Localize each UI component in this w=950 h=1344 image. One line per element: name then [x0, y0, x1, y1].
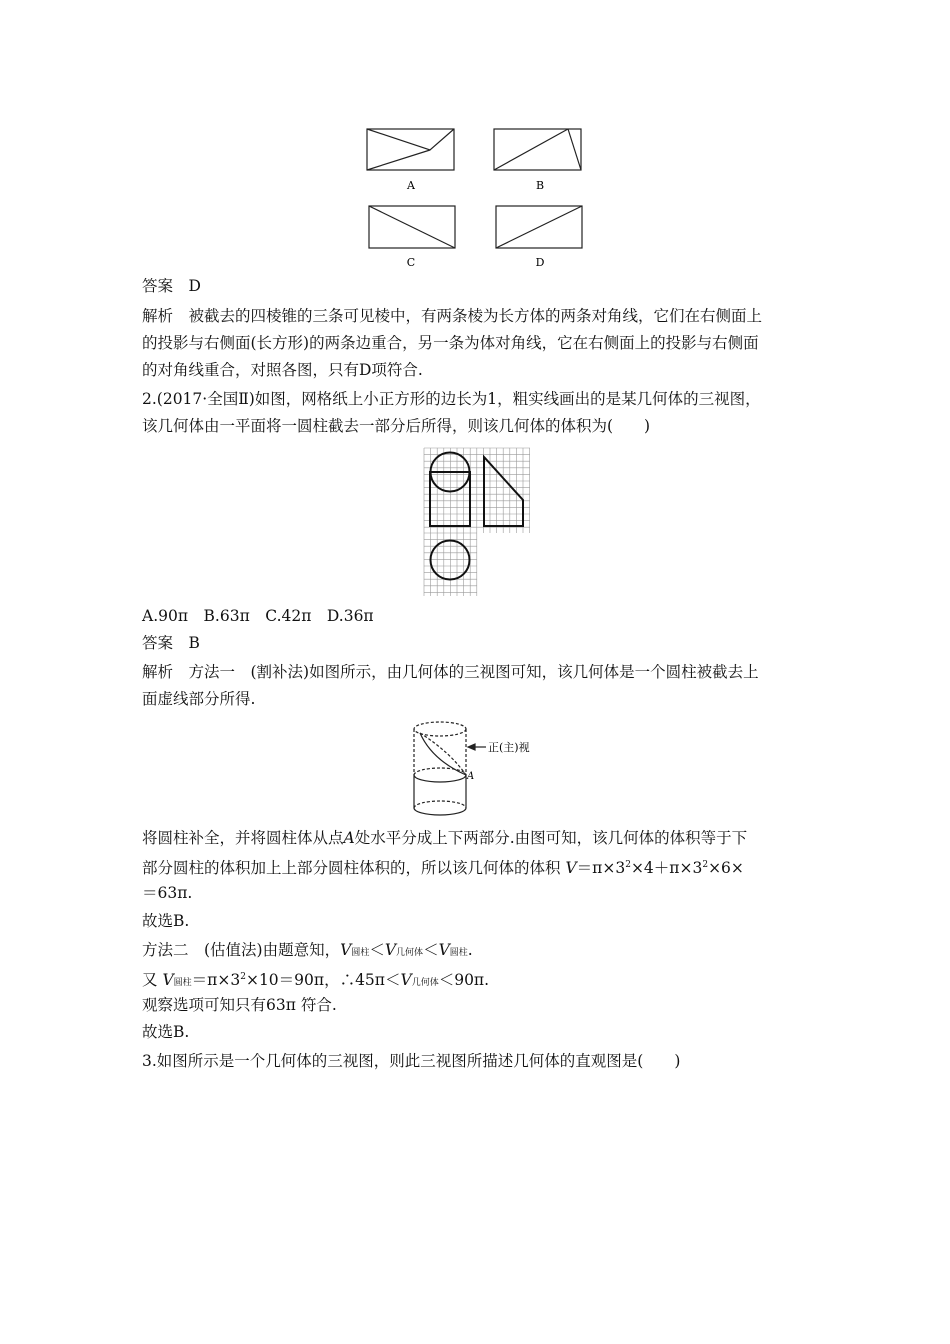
q2-method2-line-2: 又 V圆柱$=\pi\times 3^2\times 10=90\pi$，∴45π＜V几何体＜90π.: [142, 971, 490, 989]
q2-method2-line-1: 方法二 (估值法)由题意知，V圆柱＜V几何体＜V圆柱.: [142, 941, 473, 959]
q2-conclusion-1: 故选B.: [142, 912, 190, 930]
q2-stem-line-2: 该几何体由一平面将一圆柱截去一部分后所得，则该几何体的体积为( ): [142, 417, 651, 435]
q2-options: A.90π B.63π C.42π D.36π: [142, 607, 374, 625]
q1-analysis-line-2: 的投影与右侧面(长方形)的两条边重合，另一条为体对角线，它在右侧面上的投影与右侧面: [142, 334, 759, 352]
point-a-label: A: [467, 771, 475, 782]
option-b-label: B: [535, 179, 545, 192]
q2-answer: 答案 B: [142, 634, 200, 652]
front-view-label: 正(主)视: [488, 741, 530, 754]
q2-analysis2-line-2: 部分圆柱的体积加上上部分圆柱体积的，所以该几何体的体积 $V=\pi\times 3^2\times 4+\pi\times 3^2\times 6\times$: [142, 859, 744, 877]
q2-analysis-line-1: 解析 方法一 (割补法)如图所示，由几何体的三视图可知，该几何体是一个圆柱被截去上: [142, 663, 759, 681]
q2-analysis-line-2: 面虚线部分所得.: [142, 690, 256, 708]
q2-analysis2-line-1: 将圆柱补全，并将圆柱体从点A处水平分成上下两部分.由图可知，该几何体的体积等于下: [142, 829, 748, 847]
q1-analysis-line-3: 的对角线重合，对照各图，只有D项符合.: [142, 361, 423, 379]
q3-stem: 3.如图所示是一个几何体的三视图，则此三视图所描述几何体的直观图是( ): [142, 1052, 681, 1070]
option-a-label: A: [407, 179, 415, 192]
option-d-label: D: [535, 256, 545, 269]
q2-analysis2-line-3: ＝63π.: [142, 884, 193, 902]
q2-conclusion-2: 故选B.: [142, 1023, 190, 1041]
q2-observe: 观察选项可知只有63π 符合.: [142, 996, 337, 1014]
q1-analysis-line-1: 解析 被截去的四棱锥的三条可见棱中，有两条棱为长方体的两条对角线，它们在右侧面上: [142, 307, 763, 325]
option-c-label: C: [406, 256, 416, 269]
q2-stem-line-1: 2.(2017·全国Ⅱ)如图，网格纸上小正方形的边长为1，粗实线画出的是某几何体的三视图，: [142, 390, 761, 408]
q1-answer: 答案 D: [142, 277, 201, 295]
